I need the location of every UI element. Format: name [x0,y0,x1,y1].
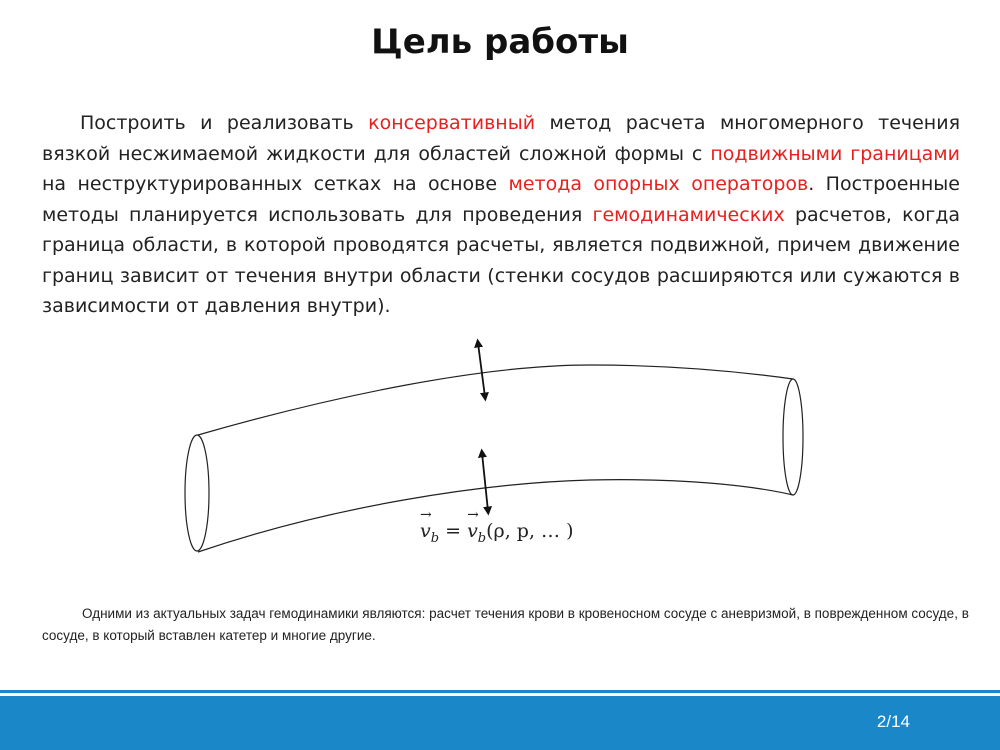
vector-v-rhs: → v [467,507,479,542]
vessel-upper-wall [198,365,793,435]
footer-bar [0,696,1000,750]
footer-divider [0,690,1000,693]
lower-wall-arrow [482,453,488,511]
vessel-right-end [783,379,803,495]
highlighted-term: гемодинамических [592,203,785,226]
highlighted-term: подвижными границами [710,142,960,165]
paragraph-text: Построить и реализовать [80,112,369,134]
paragraph-text: расчетов, когда граница области, в которой проводятся расчеты, является подвижной, причем движение границ зависит от течения внутри области (стенки сосудов расширяются или сужаются в зависимости от давления внутри). [42,203,961,317]
upper-wall-arrow [478,343,485,397]
goal-paragraph [42,108,960,322]
paragraph-text: метод расчета многомерного течения вязкой несжимаемой жидкости для областей сложной формы с [42,112,960,165]
vector-v-lhs: → v [420,507,432,542]
slide-title: Цель работы [371,22,629,62]
paragraph-text: . Построенные методы планируется использовать для проведения [42,173,960,226]
vessel-left-end [185,435,209,551]
highlighted-term: метода опорных операторов [508,173,809,195]
boundary-velocity-formula: → $v_b$ = → $v_b(\rho$, p, … ) [420,507,574,546]
footnote: Одними из актуальных задач гемодинамики являются: расчет течения крови в кровеносном сосуде с аневризмой, в поврежденном сосуде, в сосуде, в который вставлен катетер и многие другие. [42,606,969,643]
page-number: 2/14 [876,712,910,731]
highlighted-term: консервативный [368,112,536,134]
paragraph-text: на неструктурированных сетках на основе [42,173,509,195]
